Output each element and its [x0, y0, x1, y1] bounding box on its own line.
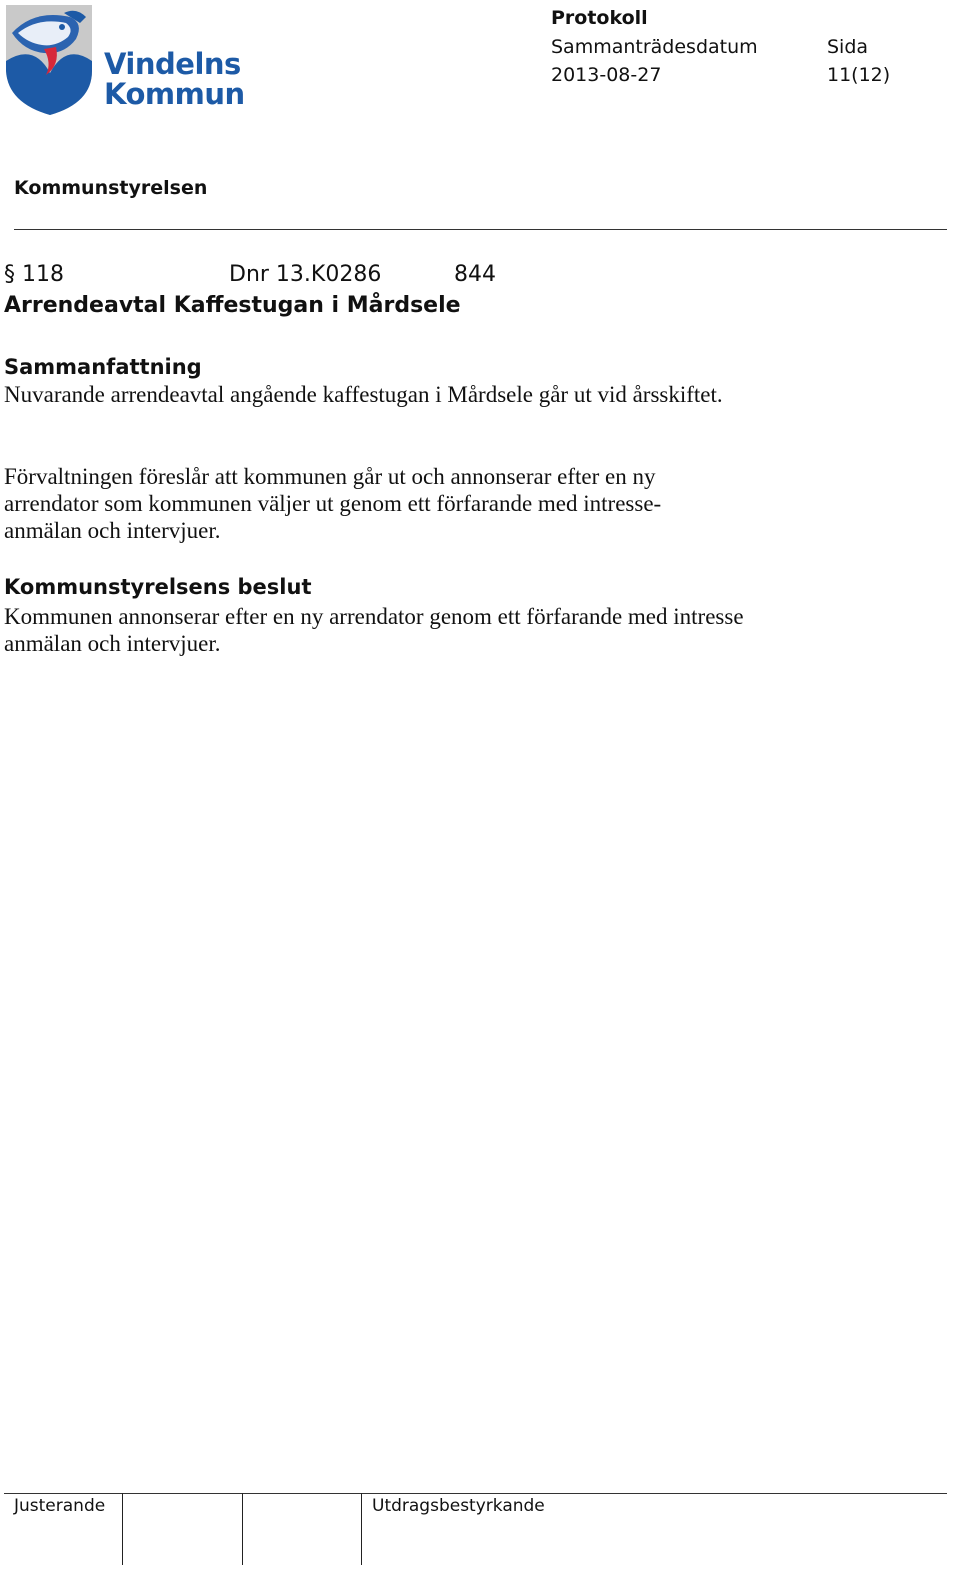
- logo: [4, 3, 244, 118]
- summary-paragraph-2-line-2: arrendator som kommunen väljer ut genom ett förfarande med intresse-: [4, 491, 662, 516]
- justerande-label: Justerande: [14, 1496, 106, 1516]
- case-title: Arrendeavtal Kaffestugan i Mårdsele: [4, 293, 461, 318]
- diary-number: Dnr 13.K0286: [229, 262, 382, 287]
- doc-type: Protokoll: [551, 7, 648, 29]
- coat-of-arms-icon: [4, 3, 96, 117]
- section-number: § 118: [4, 262, 64, 287]
- utdragsbestyrkande-label: Utdragsbestyrkande: [372, 1496, 545, 1516]
- decision-heading: Kommunstyrelsens beslut: [4, 575, 312, 599]
- summary-paragraph-2-line-1: Förvaltningen föreslår att kommunen går ut och annonserar efter en ny: [4, 464, 656, 489]
- body-name: Kommunstyrelsen: [14, 177, 208, 199]
- footer-divider: [4, 1493, 947, 1494]
- date-value: 2013-08-27: [551, 64, 662, 86]
- header-divider: [14, 229, 947, 230]
- footer-column-divider-1: [122, 1493, 123, 1565]
- logo-name-line2: Kommun: [104, 77, 245, 111]
- summary-heading: Sammanfattning: [4, 355, 202, 379]
- page-number: 11(12): [827, 64, 891, 86]
- footer-column-divider-3: [361, 1493, 362, 1565]
- date-label: Sammanträdesdatum: [551, 36, 758, 58]
- summary-paragraph-2-line-3: anmälan och intervjuer.: [4, 518, 221, 543]
- page-label: Sida: [827, 36, 869, 58]
- logo-name-line1: Vindelns: [104, 47, 241, 81]
- summary-paragraph-1: Nuvarande arrendeavtal angående kaffestugan i Mårdsele går ut vid årsskiftet.: [4, 382, 723, 407]
- decision-text: Kommunen annonserar efter en ny arrendator genom ett förfarande med intresse anmälan och intervjuer.: [4, 604, 744, 656]
- footer-column-divider-2: [242, 1493, 243, 1565]
- case-code: 844: [454, 262, 496, 287]
